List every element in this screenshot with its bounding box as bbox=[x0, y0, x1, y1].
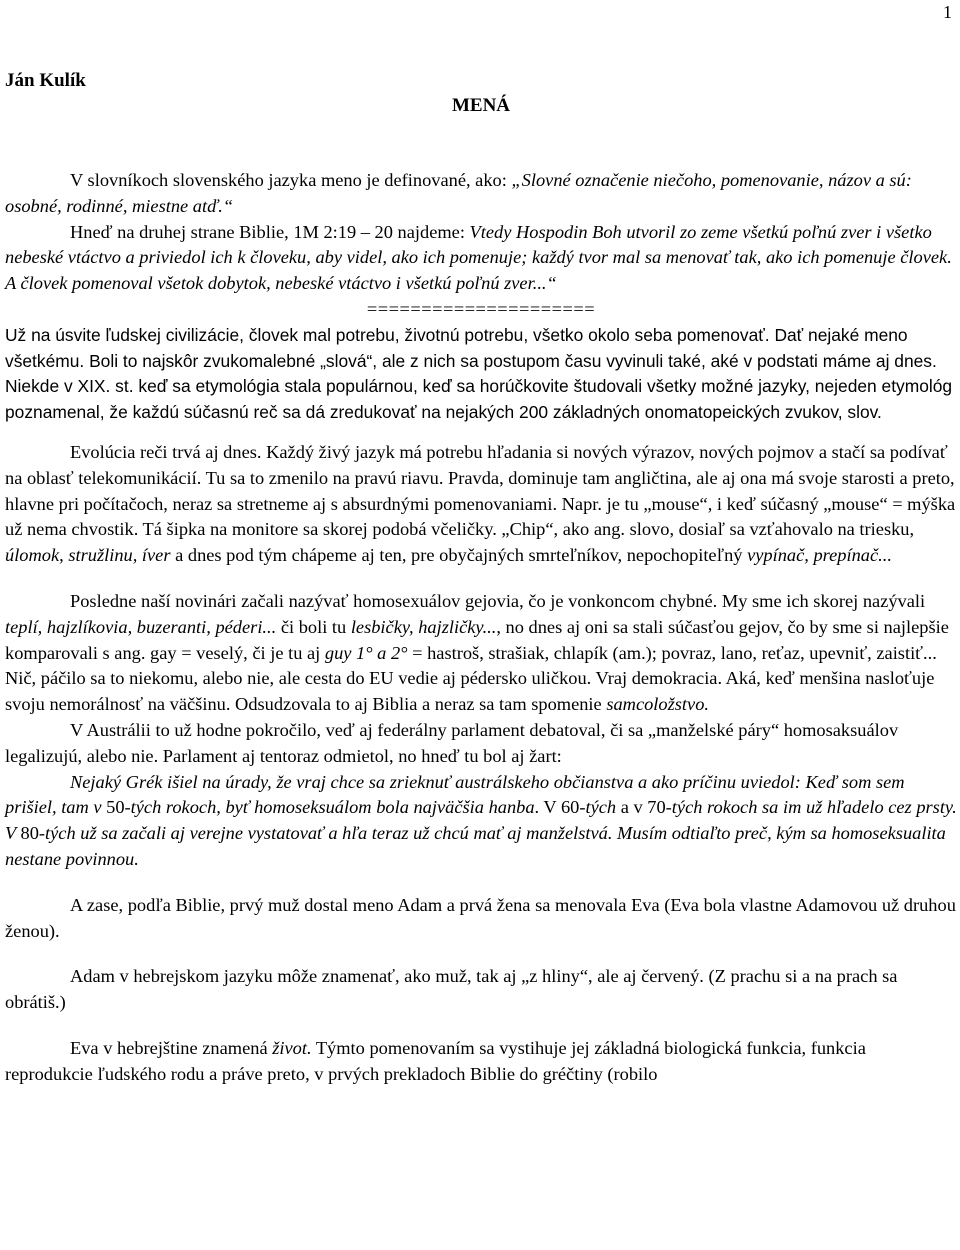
paragraph-homosexuals: Posledne naší novinári začali nazývať homosexuálov gejovia, čo je vonkoncom chybné. My sme ich skorej nazývali teplí, hajzlíkovia, buzeranti, péderi... či boli tu lesbičky, hajzličky..., no dnes aj oni sa stali súčasťou gejov, čo by sme si najlepšie komparovali s ang. gay = veselý, či je tu aj guy 1° a 2° = hastroš, strašiak, chlapík (am.); povraz, lano, reťaz, upevniť, zaistiť... Nič, páčilo sa to niekomu, alebo nie, ale cesta do EU vedie aj pédersko uličkou. Vraj demokracia. Aká, keď menšina nasloťuje svoju nemorálnosť na väčšinu. Odsudzovala to aj Biblia a neraz sa tam spomenie samcoložstvo. bbox=[5, 590, 949, 715]
author-name: Ján Kulík bbox=[5, 70, 86, 91]
paragraph-eva-meaning: Eva v hebrejštine znamená život. Týmto pomenovaním sa vystihuje jej základná biologická funkcia, funkcia reprodukcie ľudského rodu a práve preto, v prvých prekladoch Biblie do gréčtiny (robilo bbox=[5, 1037, 866, 1084]
paragraph-definition: V slovníkoch slovenského jazyka meno je definované, ako: „Slovné označenie niečoho, pomenovanie, názov a sú: osobné, rodinné, miestne atď.“ bbox=[5, 170, 912, 216]
paragraph-australia: V Austrálii to už hodne pokročilo, veď aj federálny parlament debatoval, či sa „manželské páry“ homosaksuálov legalizujú, alebo nie. Parlament aj tentoraz odmietol, no hneď tu bol aj žart: bbox=[5, 719, 899, 766]
paragraph-civilization: Už na úsvite ľudskej civilizácie, človek mal potrebu, životnú potrebu, všetko okolo seba pomenovať. Dať nejaké meno všetkému. Boli to najskôr zvukomalebné „slová“, ale z nich sa postupom času vyvinuli také, aké v podstati máme aj dnes. Niekde v XIX. st. keď sa etymológia stala populárnou, keď sa horúčkovite študovali všetky možné jazyky, nejeden etymológ poznamenal, že každú súčasnú reč sa dá zredukovať na nejakých 200 základných onomatopeických zvukov, slov. bbox=[5, 324, 953, 423]
document-body bbox=[5, 168, 957, 1088]
page-number: 1 bbox=[943, 2, 952, 22]
paragraph-bible-quote: Hneď na druhej strane Biblie, 1M 2:19 – 20 najdeme: Vtedy Hospodin Boh utvoril zo zeme všetkú poľnú zver i všetko nebeské vtáctvo a priviedol ich k človeku, aby videl, ako ich pomenuje; každý tvor mal sa menovať tak, ako ich pomenuje človek. A človek pomenoval všetok dobytok, nebeské vtáctvo i všetkú poľnú zver...“ bbox=[5, 221, 952, 294]
paragraph-evolution: Evolúcia reči trvá aj dnes. Každý živý jazyk má potrebu hľadania si nových výrazov, nových pojmov a stačí sa podívať na oblasť telekomunikácií. Tu sa to zmenilo na pravú riavu. Pravda, dominuje tam angličtina, ale aj ona má svoje starosti a preto, hlavne pri počítačoch, neraz sa stretneme aj s absurdnými pomenovaniami. Napr. je tu „mouse“, i keď súčasný „mouse“ = mýška už nema chvostik. Tá šipka na monitore sa skorej podobá včeličky. „Chip“, ako ang. slovo, dosiaľ sa vzťahovalo na triesku, úlomok, stružlinu, íver a dnes pod tým chápeme aj ten, pre obyčajných smrteľníkov, nepochopiteľný vypínač, prepínač... bbox=[5, 441, 956, 566]
paragraph-adam-eve: A zase, podľa Biblie, prvý muž dostal meno Adam a prvá žena sa menovala Eva (Eva bola vlastne Adamovou už druhou ženou). bbox=[5, 894, 956, 941]
paragraph-adam-meaning: Adam v hebrejskom jazyku môže znamenať, ako muž, tak aj „z hliny“, ale aj červený. (Z prachu si a na prach sa obrátiš.) bbox=[5, 966, 898, 1013]
document-title: MENÁ bbox=[451, 95, 511, 116]
separator-line: ===================== bbox=[366, 298, 596, 319]
paragraph-joke: Nejaký Grék išiel na úrady, že vraj chce sa zrieknuť austrálskeho občianstva a ako príčinu uviedol: Keď som sem prišiel, tam v 50-tých rokoch, byť homoseksuálom bola najväčšia hanba. V 60-tých a v 70-tých rokoch sa im už hľadelo cez prsty. V 80-tých už sa začali aj verejne vystatovať a hľa teraz už chcú mať aj manželstvá. Musím odtiaľto preč, kým sa homoseksualita nestane povinnou. bbox=[5, 771, 957, 869]
